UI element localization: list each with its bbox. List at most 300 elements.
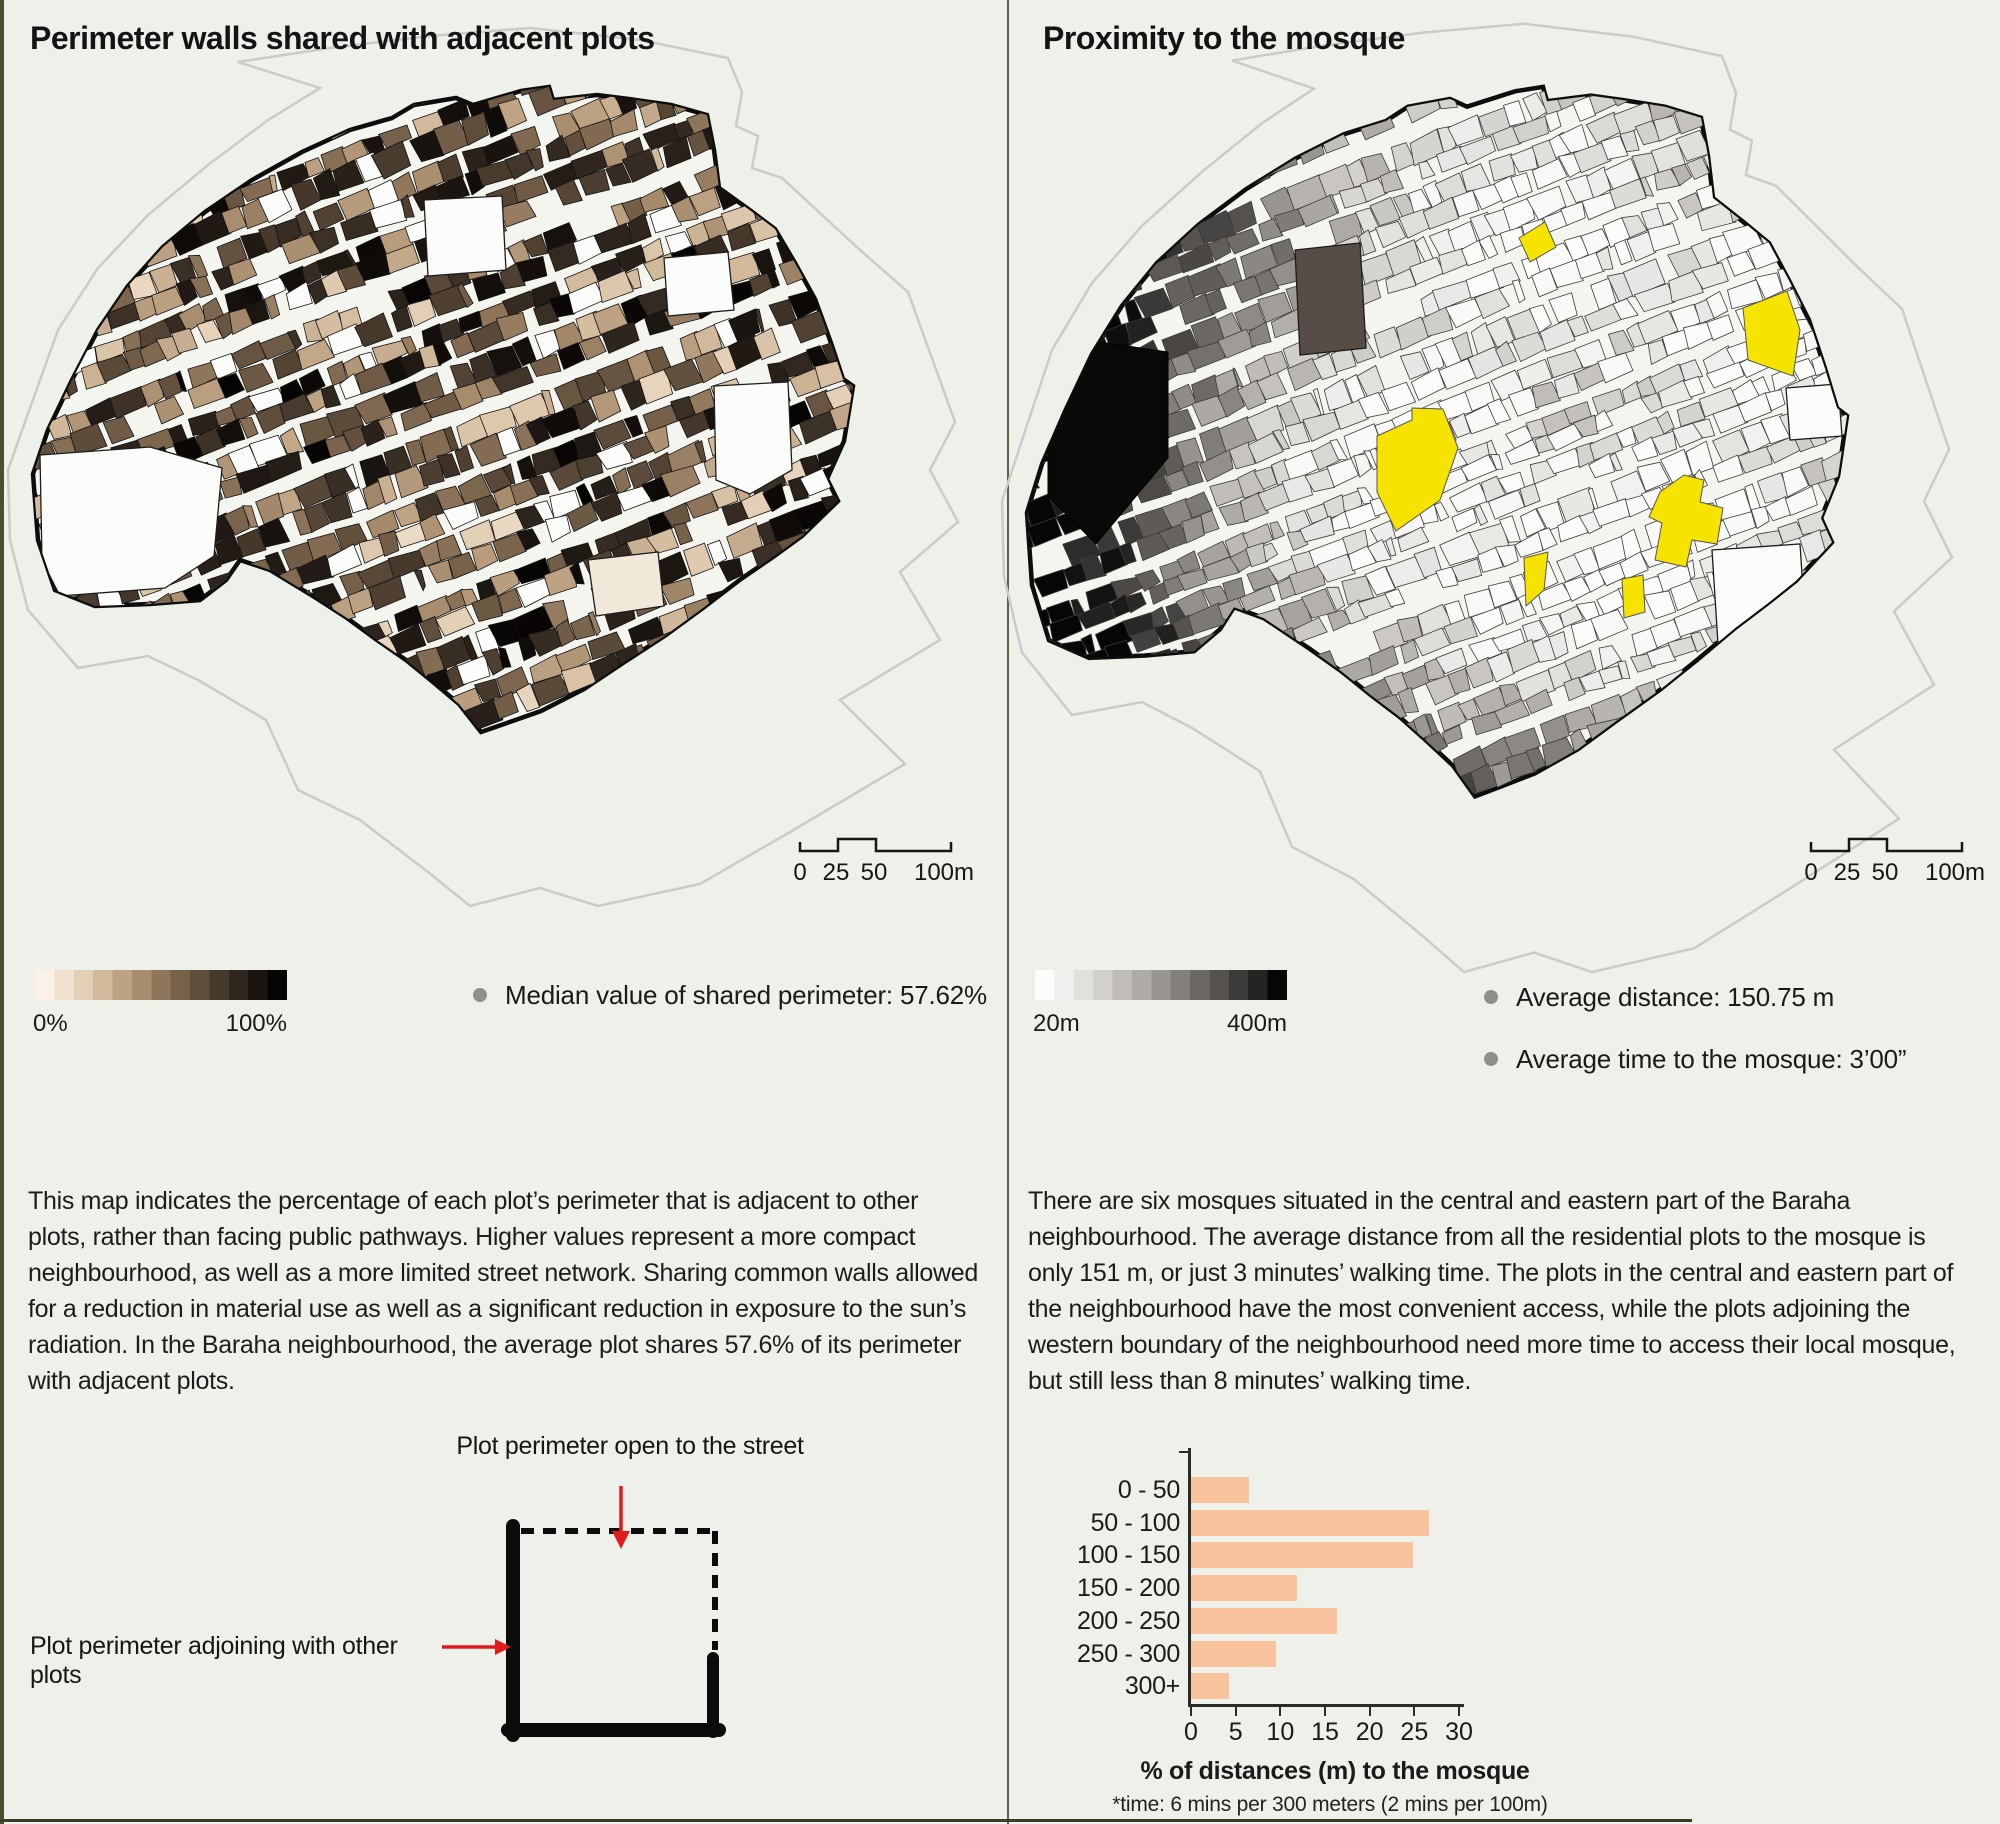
plot bbox=[837, 136, 862, 161]
plot bbox=[1774, 635, 1787, 655]
plot bbox=[1805, 584, 1827, 606]
plot bbox=[27, 89, 61, 120]
plot bbox=[1623, 871, 1658, 898]
chart-category-label: 250 - 300 bbox=[1077, 1639, 1180, 1668]
plot bbox=[1971, 419, 1991, 442]
plot bbox=[1582, 21, 1624, 53]
plot bbox=[1218, 839, 1244, 869]
plot bbox=[1741, 184, 1772, 216]
plot bbox=[764, 721, 799, 752]
plot bbox=[812, 121, 843, 150]
plot bbox=[125, 77, 163, 105]
plot bbox=[1775, 233, 1804, 260]
plot bbox=[1561, 813, 1599, 845]
plot bbox=[154, 151, 182, 177]
plot bbox=[821, 494, 848, 521]
plot bbox=[353, 672, 382, 699]
plot bbox=[1947, 615, 1970, 644]
plot bbox=[1071, 224, 1086, 248]
plot bbox=[1714, 703, 1743, 734]
plot bbox=[1284, 1006, 1307, 1029]
plot bbox=[1093, 729, 1134, 759]
plot bbox=[0, 377, 19, 404]
plot bbox=[1285, 975, 1324, 1007]
plot bbox=[934, 346, 949, 367]
plot bbox=[45, 605, 66, 632]
plot bbox=[1300, 922, 1321, 944]
plot bbox=[1984, 308, 2000, 327]
plot bbox=[799, 149, 823, 176]
plot bbox=[411, 886, 430, 906]
plot bbox=[277, 675, 299, 699]
plot bbox=[868, 430, 890, 450]
plot bbox=[679, 0, 715, 3]
plot bbox=[1897, 689, 1932, 715]
plot bbox=[72, 781, 101, 808]
plot bbox=[1903, 126, 1931, 152]
plot bbox=[1651, 805, 1676, 832]
plot bbox=[1840, 676, 1878, 706]
plot bbox=[1822, 0, 1852, 25]
plot bbox=[1928, 406, 1967, 440]
plot bbox=[1029, 879, 1063, 905]
plot bbox=[664, 728, 699, 757]
plot bbox=[802, 231, 826, 254]
plot bbox=[1234, 702, 1257, 728]
plot bbox=[1380, 831, 1412, 862]
left-color-scale-bar bbox=[35, 970, 287, 1000]
plot bbox=[846, 542, 856, 564]
plot bbox=[1817, 106, 1845, 127]
plot bbox=[1243, 132, 1278, 159]
plot bbox=[571, 798, 597, 824]
chart-title: % of distances (m) to the mosque bbox=[1140, 1757, 1530, 1785]
plot bbox=[747, 732, 774, 758]
plot bbox=[872, 152, 893, 174]
plot bbox=[1909, 594, 1941, 626]
plot bbox=[1573, 781, 1603, 811]
plot bbox=[296, 610, 322, 636]
plot bbox=[294, 99, 322, 125]
plot bbox=[131, 130, 153, 157]
plot bbox=[1355, 754, 1392, 782]
plot bbox=[736, 679, 773, 707]
plot bbox=[406, 813, 424, 835]
plot bbox=[253, 923, 277, 950]
plot bbox=[1804, 802, 1835, 828]
plot bbox=[116, 626, 156, 657]
plot bbox=[1616, 765, 1646, 796]
plot bbox=[612, 801, 646, 827]
plot bbox=[1505, 55, 1534, 83]
plot bbox=[391, 60, 421, 87]
plot bbox=[830, 544, 852, 568]
plot bbox=[928, 296, 954, 325]
plot bbox=[1176, 178, 1216, 211]
plot bbox=[216, 94, 252, 125]
plot bbox=[1921, 730, 1957, 765]
plot bbox=[1060, 110, 1083, 133]
plot bbox=[818, 671, 846, 698]
plot bbox=[1828, 795, 1859, 821]
plot bbox=[1190, 934, 1205, 958]
plot bbox=[1859, 400, 1891, 427]
plot bbox=[1281, 730, 1309, 760]
plot bbox=[850, 400, 870, 426]
plot bbox=[49, 816, 72, 842]
plot bbox=[368, 0, 400, 9]
plot bbox=[1388, 966, 1410, 991]
plot bbox=[1624, 51, 1656, 79]
plot bbox=[577, 720, 598, 741]
plot bbox=[680, 61, 704, 87]
plot bbox=[983, 659, 1022, 688]
plot bbox=[138, 928, 176, 961]
plot bbox=[1043, 911, 1068, 937]
plot bbox=[1258, 673, 1276, 696]
plot bbox=[1065, 656, 1089, 682]
plot bbox=[723, 49, 746, 73]
plot bbox=[1018, 832, 1037, 861]
plot bbox=[1310, 109, 1331, 136]
plot bbox=[868, 285, 897, 312]
plot bbox=[1905, 743, 1931, 770]
plot bbox=[180, 797, 193, 815]
plot bbox=[305, 821, 329, 843]
plot bbox=[649, 717, 675, 739]
plot bbox=[1859, 464, 1879, 486]
plot bbox=[1768, 72, 1794, 95]
plot bbox=[15, 697, 42, 721]
plot bbox=[1331, 799, 1358, 824]
plot bbox=[108, 137, 136, 167]
plot bbox=[1318, 929, 1357, 960]
plot bbox=[380, 888, 415, 919]
plot bbox=[189, 706, 212, 732]
plot bbox=[1756, 657, 1784, 684]
plot bbox=[1652, 724, 1689, 757]
plot bbox=[243, 789, 272, 817]
plot bbox=[840, 351, 869, 380]
plot bbox=[113, 189, 138, 219]
chart-category-label: 100 - 150 bbox=[1077, 1541, 1180, 1570]
plot bbox=[1907, 543, 1933, 567]
plot bbox=[949, 698, 983, 723]
plot bbox=[811, 654, 841, 681]
plot bbox=[388, 727, 426, 763]
plot bbox=[1129, 786, 1161, 817]
plot bbox=[1961, 610, 1984, 639]
plot bbox=[285, 771, 316, 802]
plot bbox=[233, 772, 259, 796]
plot bbox=[785, 203, 806, 230]
plot bbox=[893, 404, 924, 431]
plot bbox=[127, 811, 160, 837]
plot bbox=[518, 0, 544, 6]
plot bbox=[897, 331, 922, 361]
plot bbox=[1195, 903, 1224, 934]
plot bbox=[976, 301, 998, 325]
plot bbox=[788, 216, 810, 241]
plot bbox=[41, 704, 76, 734]
plot bbox=[910, 183, 943, 214]
plot bbox=[1376, 780, 1402, 807]
plot bbox=[1737, 645, 1757, 667]
plot bbox=[1150, 888, 1178, 917]
plot bbox=[69, 629, 87, 655]
plot bbox=[1472, 910, 1499, 937]
plot bbox=[202, 623, 229, 649]
plot bbox=[1807, 80, 1842, 113]
plot bbox=[1739, 30, 1766, 56]
plot bbox=[1969, 549, 2000, 578]
plot bbox=[926, 660, 960, 688]
plot bbox=[1283, 780, 1320, 807]
plot bbox=[24, 215, 65, 253]
plot bbox=[1090, 115, 1120, 144]
plot bbox=[843, 453, 877, 481]
plot bbox=[924, 587, 943, 607]
plot bbox=[987, 666, 1022, 691]
plot bbox=[1160, 670, 1190, 697]
open-plot bbox=[664, 252, 734, 316]
plot bbox=[479, 737, 507, 761]
plot bbox=[158, 863, 182, 884]
plot bbox=[22, 283, 47, 310]
plot bbox=[89, 64, 126, 99]
plot bbox=[1603, 57, 1634, 90]
plot bbox=[1950, 582, 1977, 610]
plot bbox=[871, 523, 909, 551]
plot bbox=[956, 410, 978, 441]
plot bbox=[983, 137, 1013, 163]
plot bbox=[1283, 946, 1309, 970]
scale-bar-label: 0 bbox=[1804, 859, 1818, 886]
plot bbox=[1700, 739, 1724, 763]
plot bbox=[20, 552, 40, 574]
plot bbox=[1450, 0, 1488, 5]
plot bbox=[1890, 500, 1911, 525]
plot bbox=[1741, 772, 1764, 795]
plot bbox=[1879, 752, 1913, 780]
plot bbox=[1873, 167, 1904, 199]
plot bbox=[1028, 825, 1064, 854]
plot bbox=[1985, 357, 2000, 379]
plot bbox=[1894, 767, 1928, 798]
plot bbox=[1812, 192, 1837, 225]
plot bbox=[1844, 316, 1864, 336]
plot bbox=[720, 600, 760, 632]
plot bbox=[1001, 223, 1035, 251]
plot bbox=[1408, 0, 1440, 23]
plot bbox=[502, 724, 532, 754]
plot bbox=[976, 490, 999, 510]
plot bbox=[1245, 776, 1274, 805]
plot bbox=[235, 869, 269, 897]
plot bbox=[1162, 939, 1195, 969]
plot bbox=[1131, 148, 1166, 177]
plot bbox=[253, 889, 280, 916]
plot bbox=[9, 151, 42, 183]
plot bbox=[868, 237, 882, 256]
plot bbox=[1763, 21, 1793, 46]
plot bbox=[756, 50, 795, 82]
plot bbox=[1862, 489, 1883, 514]
plot bbox=[1648, 70, 1672, 91]
plot bbox=[822, 243, 859, 272]
plot bbox=[297, 867, 335, 896]
plot bbox=[406, 828, 438, 855]
plot bbox=[139, 159, 159, 184]
plot bbox=[92, 769, 125, 802]
plot bbox=[12, 336, 49, 367]
plot bbox=[839, 166, 861, 189]
plot bbox=[1154, 920, 1182, 947]
plot bbox=[1718, 813, 1748, 844]
plot bbox=[787, 577, 815, 608]
plot bbox=[890, 417, 918, 439]
plot bbox=[964, 574, 999, 601]
plot bbox=[140, 219, 166, 241]
plot bbox=[1126, 826, 1149, 847]
plot bbox=[597, 785, 631, 816]
plot bbox=[175, 690, 207, 716]
plot bbox=[1856, 650, 1882, 681]
plot bbox=[886, 193, 910, 223]
plot bbox=[0, 765, 13, 788]
plot bbox=[853, 255, 878, 280]
plot bbox=[981, 590, 1005, 614]
plot bbox=[1029, 172, 1048, 193]
plot bbox=[1962, 474, 1982, 498]
plot bbox=[1818, 609, 1848, 639]
plot bbox=[964, 519, 983, 549]
plot bbox=[967, 387, 999, 410]
plot bbox=[1072, 920, 1092, 948]
plot bbox=[1525, 0, 1539, 6]
plot bbox=[800, 192, 838, 224]
chart-category-label: 300+ bbox=[1124, 1672, 1180, 1701]
plot bbox=[93, 720, 127, 749]
plot bbox=[829, 264, 860, 290]
plot bbox=[1492, 0, 1529, 16]
plot bbox=[1406, 791, 1437, 816]
plot bbox=[136, 869, 157, 891]
plot bbox=[0, 326, 14, 356]
plot bbox=[1583, 866, 1614, 894]
plot bbox=[898, 87, 927, 115]
plot bbox=[66, 810, 85, 836]
plot bbox=[0, 514, 1, 543]
plot bbox=[989, 152, 1021, 182]
plot bbox=[883, 11, 901, 32]
plot bbox=[902, 515, 929, 543]
plot bbox=[852, 324, 881, 350]
plot bbox=[847, 284, 874, 310]
plot bbox=[921, 105, 937, 129]
plot bbox=[1936, 477, 1970, 508]
plot bbox=[435, 712, 470, 746]
plot bbox=[617, 683, 645, 709]
plot bbox=[1593, 823, 1628, 854]
plot bbox=[1758, 685, 1793, 719]
plot bbox=[685, 701, 710, 724]
plot bbox=[800, 67, 831, 93]
plot bbox=[1502, 36, 1526, 58]
plot bbox=[1768, 155, 1805, 183]
plot bbox=[1116, 109, 1139, 134]
plot bbox=[857, 158, 877, 181]
plot bbox=[1842, 624, 1868, 651]
plot bbox=[168, 916, 204, 947]
plot bbox=[222, 743, 257, 774]
plot bbox=[950, 471, 979, 498]
plot bbox=[886, 166, 908, 191]
plot bbox=[203, 57, 215, 74]
plot bbox=[997, 315, 1023, 342]
plot bbox=[819, 605, 844, 630]
plot bbox=[1415, 766, 1445, 792]
plot bbox=[1577, 756, 1603, 786]
plot bbox=[679, 779, 707, 803]
plot bbox=[1741, 78, 1775, 108]
plot bbox=[974, 377, 1003, 403]
plot bbox=[1480, 60, 1513, 93]
plot bbox=[725, 10, 763, 43]
plot bbox=[1242, 938, 1274, 966]
plot bbox=[824, 723, 850, 748]
plot bbox=[126, 757, 162, 789]
plot bbox=[1638, 0, 1674, 6]
plot bbox=[1036, 852, 1072, 886]
plot bbox=[637, 796, 661, 819]
plot bbox=[1953, 722, 1982, 750]
plot bbox=[69, 206, 95, 235]
plot bbox=[247, 628, 273, 655]
scale-bar-label: 100m bbox=[913, 859, 975, 886]
plot bbox=[1242, 887, 1269, 914]
plot bbox=[1051, 211, 1066, 235]
plot bbox=[853, 124, 887, 156]
plot bbox=[453, 842, 486, 872]
plot bbox=[108, 847, 121, 872]
plot bbox=[384, 791, 406, 816]
plot bbox=[815, 0, 854, 7]
plot bbox=[242, 942, 279, 970]
plot bbox=[701, 768, 733, 797]
plot bbox=[30, 765, 58, 794]
plot bbox=[866, 368, 891, 390]
plot bbox=[1169, 911, 1203, 944]
plot bbox=[1178, 803, 1205, 831]
plot bbox=[861, 16, 888, 42]
plot bbox=[834, 645, 853, 668]
plot bbox=[922, 201, 959, 227]
plot bbox=[804, 549, 835, 579]
plot bbox=[1495, 925, 1517, 947]
plot bbox=[765, 567, 788, 595]
plot bbox=[1013, 866, 1044, 895]
plot bbox=[699, 669, 730, 693]
plot bbox=[776, 140, 798, 160]
plot bbox=[1798, 150, 1807, 172]
plot bbox=[1217, 117, 1239, 143]
plot bbox=[898, 433, 922, 461]
plot bbox=[963, 196, 993, 219]
plot bbox=[577, 66, 617, 98]
plot bbox=[1000, 292, 1030, 320]
plot bbox=[1209, 101, 1231, 123]
